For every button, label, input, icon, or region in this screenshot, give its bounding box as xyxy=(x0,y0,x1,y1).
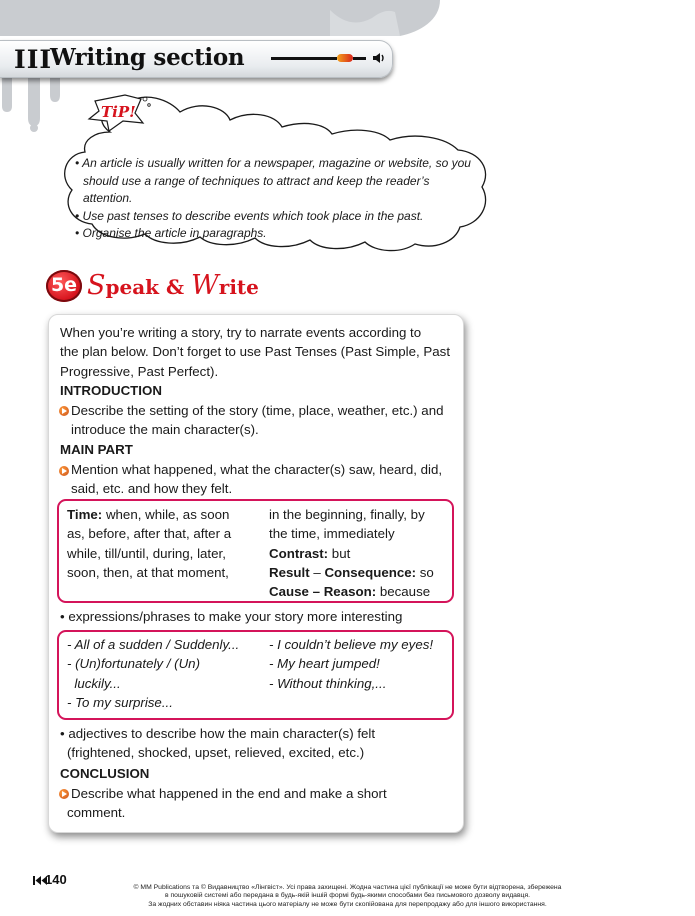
expression-item: - All of a sudden / Suddenly... xyxy=(67,637,240,652)
copyright-line: За жодних обставин ніяка частина цього матеріалу не може бути скопійована для перепродажу або для іншого використання. xyxy=(148,900,547,908)
bullet-icon xyxy=(59,406,69,416)
contrast-value: but xyxy=(328,545,351,561)
cause-label: Cause – Reason: xyxy=(269,584,377,600)
expression-item: - I couldn’t believe my eyes! xyxy=(269,637,434,652)
bullet-line: • adjectives to describe how the main character(s) felt xyxy=(60,726,376,741)
tip-badge-label: TiP! xyxy=(101,103,136,121)
time-linker: while, till/until, during, later, xyxy=(67,545,226,561)
bullet-line: (frightened, shocked, upset, relieved, excited, etc.) xyxy=(67,745,365,761)
expression-item: - (Un)fortunately / (Un) xyxy=(67,656,201,672)
tip-item: • Organise the article in paragraphs. xyxy=(75,226,267,240)
task-title xyxy=(87,270,259,301)
expression-item: luckily... xyxy=(67,675,121,691)
intro-line: the plan below. Don’t forget to use Past Tenses (Past Simple, Past xyxy=(60,344,451,360)
result-separator: – xyxy=(309,564,325,580)
intro-line: When you’re writing a story, try to narrate events according to xyxy=(60,325,422,340)
task-title-part1: peak & xyxy=(105,275,192,299)
task-title-s: S xyxy=(87,270,106,301)
tip-item: • An article is usually written for a newspaper, magazine or website, so you should use a range of techniques to attract and keep the reader’s attention. xyxy=(75,156,471,205)
expression-item: - To my surprise... xyxy=(67,694,173,710)
page-number: 140 xyxy=(45,872,67,887)
tip-badge-icon xyxy=(83,93,153,135)
introduction-bullet xyxy=(71,401,444,440)
bullet-line: Describe the setting of the story (time, place, weather, etc.) and xyxy=(71,403,444,418)
time-linker: soon, then, at that moment, xyxy=(67,564,229,580)
bullet-line: comment. xyxy=(67,805,126,821)
bullet-line: Mention what happened, what the character(s) saw, heard, did, xyxy=(71,462,443,477)
tip-list xyxy=(75,155,475,243)
bullet-line: said, etc. and how they felt. xyxy=(71,481,233,497)
main-part-bullet xyxy=(71,460,442,499)
main-part-heading: MAIN PART xyxy=(60,442,133,457)
introduction-heading: INTRODUCTION xyxy=(60,383,162,398)
copyright-notice xyxy=(110,884,585,909)
expressions-column-1 xyxy=(67,635,262,712)
speaker-icon[interactable] xyxy=(372,51,386,65)
audio-progress-track[interactable] xyxy=(271,57,337,60)
conclusion-bullet xyxy=(67,784,387,823)
consequence-label: Consequence: xyxy=(324,564,417,580)
adjectives-bullet xyxy=(60,724,375,763)
bullet-line: Describe what happened in the end and make a short xyxy=(71,786,387,801)
linkers-second-column xyxy=(269,505,447,601)
task-title-w: W xyxy=(191,270,219,301)
time-linker: when, while, as soon xyxy=(105,507,230,522)
task-number-badge: 5e xyxy=(46,270,82,302)
expression-item: - My heart jumped! xyxy=(269,656,380,672)
section-number: III xyxy=(14,45,53,74)
expression-item: - Without thinking,... xyxy=(269,675,387,691)
expressions-bullet: • expressions/phrases to make your story more interesting xyxy=(60,609,403,624)
cause-value: because xyxy=(376,584,431,600)
expressions-column-2 xyxy=(269,635,447,693)
section-title: Writing section xyxy=(50,44,245,71)
copyright-line: в пошуковій системі або передана в будь-якій іншій формі будь-якими способами без письмового дозволу видавця. xyxy=(164,892,531,900)
time-linker: as, before, after that, after a xyxy=(67,526,232,542)
time-linker: the time, immediately xyxy=(269,526,395,542)
bullet-line: introduce the main character(s). xyxy=(71,422,259,438)
result-value: so xyxy=(416,564,434,580)
copyright-line: © MM Publications та © Видавництво «Лінгвіст». Усі права захищені. Жодна частина цієї публікації не може бути відтворена, збережена xyxy=(133,884,562,891)
task-title-part2: rite xyxy=(218,275,259,299)
audio-progress-knob[interactable] xyxy=(337,54,353,62)
intro-paragraph xyxy=(60,323,450,381)
time-linker: in the beginning, finally, by xyxy=(269,507,425,522)
time-label: Time: xyxy=(67,507,103,522)
result-label: Result xyxy=(269,564,310,580)
audio-progress-track-end[interactable] xyxy=(353,57,366,60)
tip-item: • Use past tenses to describe events which took place in the past. xyxy=(75,208,424,223)
contrast-label: Contrast: xyxy=(269,545,329,561)
bullet-icon xyxy=(59,789,69,799)
bullet-icon xyxy=(59,466,69,476)
intro-line: Progressive, Past Perfect). xyxy=(60,363,219,379)
conclusion-heading: CONCLUSION xyxy=(60,766,150,781)
linkers-time-column xyxy=(67,505,267,582)
